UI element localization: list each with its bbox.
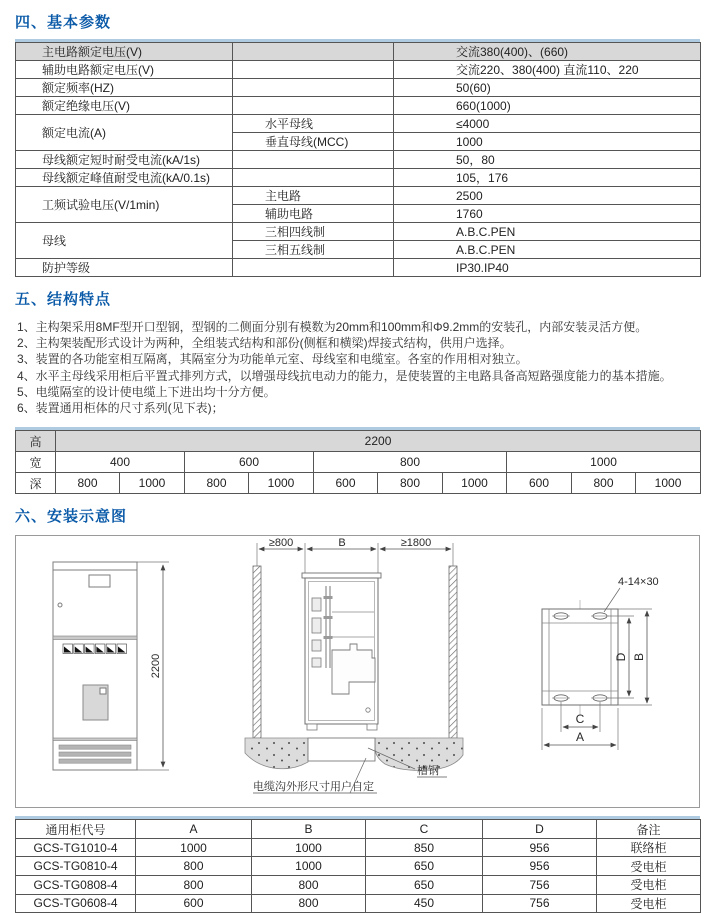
list-item: 6、装置通用柜体的尺寸系列(见下表)； [17, 401, 224, 416]
cell-remark: 受电柜 [597, 876, 701, 895]
param-value: 1760 [394, 205, 701, 223]
table-row [16, 259, 701, 277]
basic-params-table-wrap [15, 39, 700, 277]
param-sub [233, 61, 394, 79]
cell-a: 600 [136, 894, 252, 913]
dim-b-label: B [632, 653, 646, 662]
param-sub [233, 97, 394, 115]
size-label-width: 宽 [16, 452, 56, 473]
cabinet-code: GCS-TG0810-4 [16, 857, 136, 876]
size-value-height: 2200 [56, 431, 701, 452]
list-item: 2、主构架装配形式设计为两种，全组装式结构和部份(侧框和横梁)焊接式结构，供用户选择。 [17, 336, 512, 351]
dim-d-label: D [614, 652, 628, 662]
cell-c: 650 [366, 876, 483, 895]
table-row [16, 43, 701, 61]
table-row [16, 473, 701, 494]
cabinet-code: GCS-TG0608-4 [16, 894, 136, 913]
cabinet-width-dim: B [338, 537, 346, 550]
param-sub: 主电路 [233, 187, 394, 205]
dim-a-label: A [575, 730, 585, 745]
size-value-depth: 600 [507, 473, 572, 494]
param-label: 额定频率(HZ) [16, 79, 233, 97]
section-title-basic-params: 四、基本参数 [15, 14, 112, 31]
table-row [16, 452, 701, 473]
table-row [16, 61, 701, 79]
size-value-depth: 1000 [443, 473, 507, 494]
param-value: ≤4000 [394, 115, 701, 133]
param-label: 母线额定峰值耐受电流(kA/0.1s) [16, 169, 233, 187]
param-sub [233, 79, 394, 97]
param-label: 辅助电路额定电压(V) [16, 61, 233, 79]
column-header: B [252, 820, 366, 839]
size-value-depth: 800 [572, 473, 636, 494]
table-row [16, 876, 701, 895]
cabinet-code: GCS-TG1010-4 [16, 838, 136, 857]
param-value: 2500 [394, 187, 701, 205]
cell-remark: 联络柜 [597, 838, 701, 857]
table-row [16, 223, 701, 241]
param-value: 50(60) [394, 79, 701, 97]
param-value: 交流380(400)、(660) [394, 43, 701, 61]
base-view-drawing [542, 576, 659, 750]
param-sub [233, 169, 394, 187]
cabinet-code: GCS-TG0808-4 [16, 876, 136, 895]
list-item: 1、主构架采用8MF型开口型钢，型钢的二侧面分别有模数为20mm和100mm和Φ9.2mm的安装孔，内部安装灵活方便。 [17, 320, 648, 334]
cabinet-table [15, 819, 701, 913]
size-value-depth: 600 [314, 473, 378, 494]
side-view-drawing [245, 537, 463, 793]
param-label: 母线额定短时耐受电流(kA/1s) [16, 151, 233, 169]
table-row [16, 151, 701, 169]
cell-remark: 受电柜 [597, 894, 701, 913]
param-sub: 水平母线 [233, 115, 394, 133]
size-table [15, 430, 701, 494]
param-value: 交流220、380(400) 直流110、220 [394, 61, 701, 79]
param-label: 防护等级 [16, 259, 233, 277]
cabinet-table-wrap [15, 816, 700, 913]
table-row [16, 838, 701, 857]
param-value: A.B.C.PEN [394, 241, 701, 259]
trench-note-label: 电缆沟外形尺寸用户自定 [253, 781, 374, 794]
size-value-width: 800 [314, 452, 507, 473]
wall-left [253, 566, 261, 738]
param-sub [233, 259, 394, 277]
list-item: 5、电缆隔室的设计使电缆上下进出均十分方便。 [17, 384, 276, 399]
cell-b: 800 [252, 876, 366, 895]
cell-c: 450 [366, 894, 483, 913]
wall-right [449, 566, 457, 738]
column-header: A [136, 820, 252, 839]
cell-c: 850 [366, 838, 483, 857]
list-item: 3、装置的各功能室相互隔离，其隔室分为功能单元室、母线室和电缆室。各室的作用相对独立。 [17, 352, 528, 367]
list-item: 4、水平主母线采用柜后平置式排列方式，以增强母线抗电动力的能力，是使装置的主电路具备高短路强度能力的基本措施。 [17, 368, 672, 383]
param-sub: 垂直母线(MCC) [233, 133, 394, 151]
cell-d: 756 [483, 894, 597, 913]
table-row [16, 169, 701, 187]
column-header: C [366, 820, 483, 839]
table-row [16, 857, 701, 876]
basic-params-table [15, 42, 701, 277]
size-label-height: 高 [16, 431, 56, 452]
param-value: A.B.C.PEN [394, 223, 701, 241]
section-title-install: 六、安装示意图 [15, 508, 128, 526]
clearance-left-dim: ≥800 [268, 537, 294, 550]
size-label-depth: 深 [16, 473, 56, 494]
param-label: 工频试验电压(V/1min) [16, 187, 233, 223]
size-value-depth: 1000 [636, 473, 701, 494]
installation-diagram-box [15, 535, 700, 808]
size-value-depth: 1000 [120, 473, 185, 494]
column-header: 备注 [597, 820, 701, 839]
param-label: 主电路额定电压(V) [16, 43, 233, 61]
front-height-dim: 2200 [150, 653, 162, 679]
size-value-width: 400 [56, 452, 185, 473]
cell-b: 1000 [252, 857, 366, 876]
param-value: IP30.IP40 [394, 259, 701, 277]
cell-d: 956 [483, 857, 597, 876]
section-title-structure: 五、结构特点 [15, 291, 112, 308]
structure-feature-list [17, 319, 700, 416]
param-label: 额定绝缘电压(V) [16, 97, 233, 115]
cell-d: 956 [483, 838, 597, 857]
param-value: 1000 [394, 133, 701, 151]
cell-c: 650 [366, 857, 483, 876]
cable-trench [308, 738, 375, 761]
channel-steel-label: 槽钢 [417, 765, 439, 778]
param-value: 50，80 [394, 151, 701, 169]
table-row [16, 431, 701, 452]
param-value: 660(1000) [394, 97, 701, 115]
param-value: 105，176 [394, 169, 701, 187]
size-value-depth: 800 [378, 473, 443, 494]
param-sub: 辅助电路 [233, 205, 394, 223]
size-table-wrap [15, 427, 700, 494]
dim-c-label: C [575, 712, 585, 727]
size-value-depth: 800 [56, 473, 120, 494]
param-label: 母线 [16, 223, 233, 259]
size-value-width: 600 [185, 452, 314, 473]
cell-a: 800 [136, 876, 252, 895]
table-row [16, 187, 701, 205]
cell-a: 1000 [136, 838, 252, 857]
catalog-page [0, 11, 715, 911]
table-row [16, 97, 701, 115]
param-sub [233, 43, 394, 61]
table-row [16, 894, 701, 913]
cell-b: 800 [252, 894, 366, 913]
size-value-depth: 800 [185, 473, 249, 494]
table-row [16, 115, 701, 133]
slot-spec-label: 4-14×30 [618, 576, 659, 589]
installation-diagram [16, 536, 699, 807]
param-label: 额定电流(A) [16, 115, 233, 151]
column-header: 通用柜代号 [16, 820, 136, 839]
cell-b: 1000 [252, 838, 366, 857]
table-header-row [16, 820, 701, 839]
param-sub [233, 151, 394, 169]
param-sub: 三相四线制 [233, 223, 394, 241]
table-row [16, 79, 701, 97]
size-value-depth: 1000 [249, 473, 314, 494]
front-view-drawing [53, 562, 169, 770]
column-header: D [483, 820, 597, 839]
cell-a: 800 [136, 857, 252, 876]
cell-remark: 受电柜 [597, 857, 701, 876]
cell-d: 756 [483, 876, 597, 895]
param-sub: 三相五线制 [233, 241, 394, 259]
concrete-left [245, 738, 308, 769]
size-value-width: 1000 [507, 452, 701, 473]
clearance-right-dim: ≥1800 [400, 537, 432, 550]
